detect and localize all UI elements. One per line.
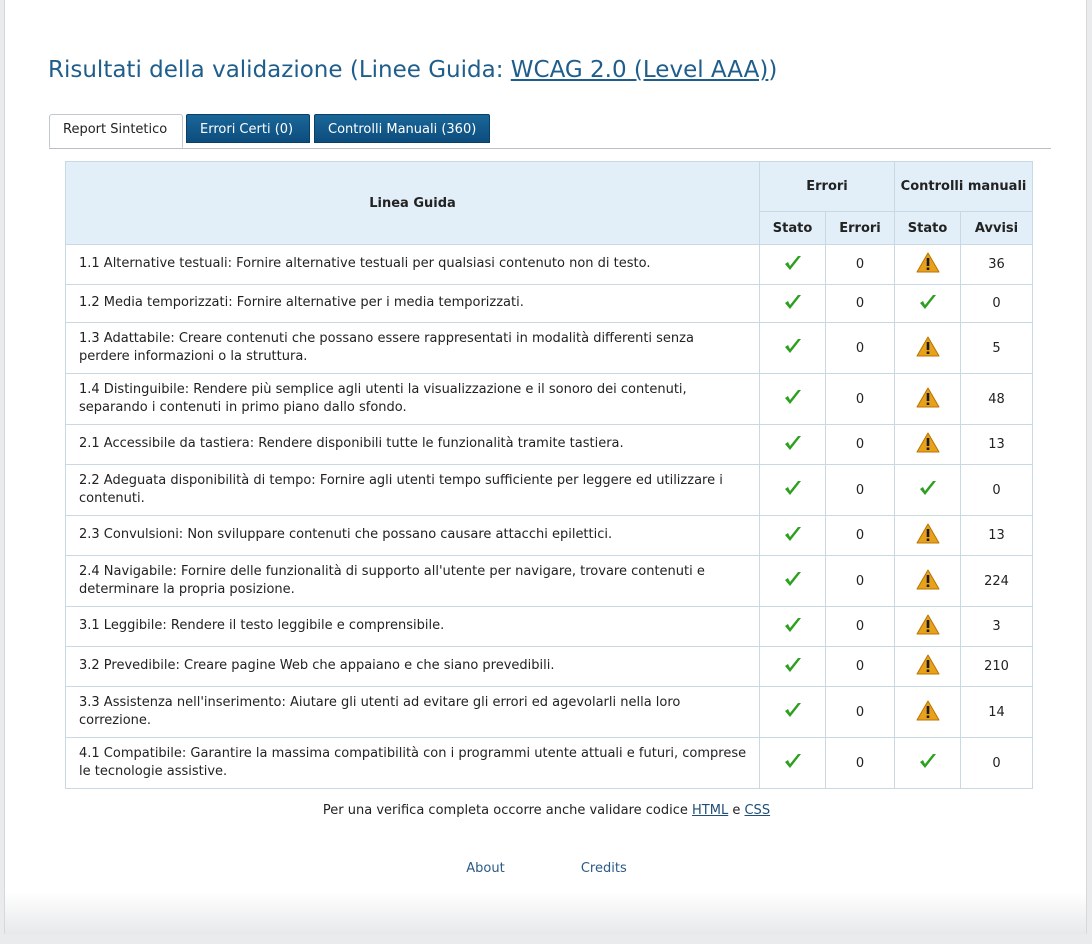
warnings-count-cell: 48 — [961, 374, 1033, 425]
guideline-cell: 1.1 Alternative testuali: Fornire alternative testuali per qualsiasi contenuto non di testo. — [66, 245, 760, 285]
manual-status-cell — [895, 374, 961, 425]
header-guideline: Linea Guida — [66, 162, 760, 245]
warning-icon — [916, 432, 940, 457]
header-errors: Errori — [826, 212, 895, 245]
warnings-count-cell: 13 — [961, 516, 1033, 556]
manual-status-cell — [895, 285, 961, 323]
table-row — [66, 425, 1033, 465]
manual-status-cell — [895, 647, 961, 687]
check-icon — [783, 253, 803, 277]
guideline-cell: 4.1 Compatibile: Garantire la massima compatibilità con i programmi utente attuali e futuri, comprese le tecnologie assistive. — [66, 738, 760, 789]
tab-bar — [49, 114, 1051, 149]
warning-icon — [916, 336, 940, 361]
warning-icon — [916, 614, 940, 639]
errors-count-cell: 0 — [826, 323, 895, 374]
error-status-cell — [760, 738, 826, 789]
warnings-count-cell: 36 — [961, 245, 1033, 285]
about-link[interactable]: About — [466, 861, 505, 876]
errors-count-cell: 0 — [826, 647, 895, 687]
warnings-count-cell: 0 — [961, 465, 1033, 516]
errors-count-cell: 0 — [826, 607, 895, 647]
guideline-cell: 2.1 Accessibile da tastiera: Rendere disponibili tutte le funzionalità tramite tastiera. — [66, 425, 760, 465]
page — [4, 0, 1087, 934]
warning-icon — [916, 523, 940, 548]
errors-count-cell: 0 — [826, 556, 895, 607]
warnings-count-cell: 14 — [961, 687, 1033, 738]
guideline-cell: 3.2 Prevedibile: Creare pagine Web che appaiano e che siano prevedibili. — [66, 647, 760, 687]
guideline-cell: 3.3 Assistenza nell'inserimento: Aiutare gli utenti ad evitare gli errori ed agevolarli nella loro correzione. — [66, 687, 760, 738]
table-row — [66, 245, 1033, 285]
warning-icon — [916, 569, 940, 594]
manual-status-cell — [895, 556, 961, 607]
table-row — [66, 465, 1033, 516]
check-icon — [783, 433, 803, 457]
check-icon — [783, 478, 803, 502]
check-icon — [783, 751, 803, 775]
check-icon — [783, 292, 803, 316]
manual-status-cell — [895, 323, 961, 374]
table-row — [66, 323, 1033, 374]
warnings-count-cell: 224 — [961, 556, 1033, 607]
error-status-cell — [760, 465, 826, 516]
manual-status-cell — [895, 687, 961, 738]
error-status-cell — [760, 285, 826, 323]
warnings-count-cell: 5 — [961, 323, 1033, 374]
guideline-cell: 2.3 Convulsioni: Non sviluppare contenuti che possano causare attacchi epilettici. — [66, 516, 760, 556]
manual-status-cell — [895, 516, 961, 556]
errors-count-cell: 0 — [826, 465, 895, 516]
header-manual-group: Controlli manuali — [895, 162, 1033, 212]
guideline-cell: 2.4 Navigabile: Fornire delle funzionalità di supporto all'utente per navigare, trovare contenuti e determinare la propria posizione. — [66, 556, 760, 607]
tab-errori-certi[interactable]: Errori Certi (0) — [186, 114, 310, 143]
error-status-cell — [760, 647, 826, 687]
title-suffix: ) — [768, 57, 778, 83]
guideline-cell: 2.2 Adeguata disponibilità di tempo: Fornire agli utenti tempo sufficiente per leggere ed utilizzare i contenuti. — [66, 465, 760, 516]
table-row — [66, 374, 1033, 425]
html-link[interactable]: HTML — [692, 803, 729, 818]
check-icon — [918, 478, 938, 502]
guideline-cell: 1.2 Media temporizzati: Fornire alternative per i media temporizzati. — [66, 285, 760, 323]
warnings-count-cell: 0 — [961, 738, 1033, 789]
guideline-cell: 1.4 Distinguibile: Rendere più semplice agli utenti la visualizzazione e il sonoro dei contenuti, separando i contenuti in primo piano dallo sfondo. — [66, 374, 760, 425]
errors-count-cell: 0 — [826, 516, 895, 556]
warnings-count-cell: 0 — [961, 285, 1033, 323]
manual-status-cell — [895, 245, 961, 285]
check-icon — [783, 387, 803, 411]
guidelines-link[interactable]: WCAG 2.0 (Level AAA) — [510, 57, 769, 83]
error-status-cell — [760, 607, 826, 647]
table-row — [66, 285, 1033, 323]
bottom-shade — [5, 892, 1086, 934]
check-icon — [783, 524, 803, 548]
note-conjunction: e — [728, 803, 745, 818]
error-status-cell — [760, 323, 826, 374]
table-row — [66, 607, 1033, 647]
header-status: Stato — [760, 212, 826, 245]
tab-controlli-manuali[interactable]: Controlli Manuali (360) — [314, 114, 490, 143]
error-status-cell — [760, 556, 826, 607]
error-status-cell — [760, 374, 826, 425]
credits-link[interactable]: Credits — [580, 861, 627, 876]
warning-icon — [916, 654, 940, 679]
warnings-count-cell: 3 — [961, 607, 1033, 647]
warning-icon — [916, 252, 940, 277]
errors-count-cell: 0 — [826, 374, 895, 425]
check-icon — [783, 615, 803, 639]
check-icon — [918, 292, 938, 316]
warning-icon — [916, 700, 940, 725]
manual-status-cell — [895, 738, 961, 789]
header-errors-group: Errori — [760, 162, 895, 212]
table-row — [66, 738, 1033, 789]
warning-icon — [916, 387, 940, 412]
check-icon — [783, 700, 803, 724]
header-status-manual: Stato — [895, 212, 961, 245]
error-status-cell — [760, 687, 826, 738]
guideline-cell: 1.3 Adattabile: Creare contenuti che possano essere rappresentati in modalità differenti senza perdere informazioni o la struttura. — [66, 323, 760, 374]
errors-count-cell: 0 — [826, 425, 895, 465]
report-table — [65, 161, 1033, 789]
error-status-cell — [760, 245, 826, 285]
warnings-count-cell: 210 — [961, 647, 1033, 687]
table-row — [66, 687, 1033, 738]
title-prefix: Risultati della validazione (Linee Guida: — [48, 57, 511, 83]
errors-count-cell: 0 — [826, 738, 895, 789]
check-icon — [783, 336, 803, 360]
page-title — [48, 57, 777, 83]
footer-links — [5, 861, 1088, 876]
error-status-cell — [760, 425, 826, 465]
tab-report-sintetico[interactable]: Report Sintetico — [49, 114, 183, 148]
guideline-cell: 3.1 Leggibile: Rendere il testo leggibile e comprensibile. — [66, 607, 760, 647]
errors-count-cell: 0 — [826, 687, 895, 738]
manual-status-cell — [895, 425, 961, 465]
check-icon — [783, 655, 803, 679]
error-status-cell — [760, 516, 826, 556]
table-row — [66, 647, 1033, 687]
errors-count-cell: 0 — [826, 245, 895, 285]
warnings-count-cell: 13 — [961, 425, 1033, 465]
table-row — [66, 516, 1033, 556]
manual-status-cell — [895, 465, 961, 516]
note-text: Per una verifica completa occorre anche validare codice — [322, 803, 693, 818]
validation-note — [5, 803, 1088, 818]
header-warnings: Avvisi — [961, 212, 1033, 245]
check-icon — [783, 569, 803, 593]
table-row — [66, 556, 1033, 607]
manual-status-cell — [895, 607, 961, 647]
errors-count-cell: 0 — [826, 285, 895, 323]
css-link[interactable]: CSS — [744, 803, 771, 818]
check-icon — [918, 751, 938, 775]
